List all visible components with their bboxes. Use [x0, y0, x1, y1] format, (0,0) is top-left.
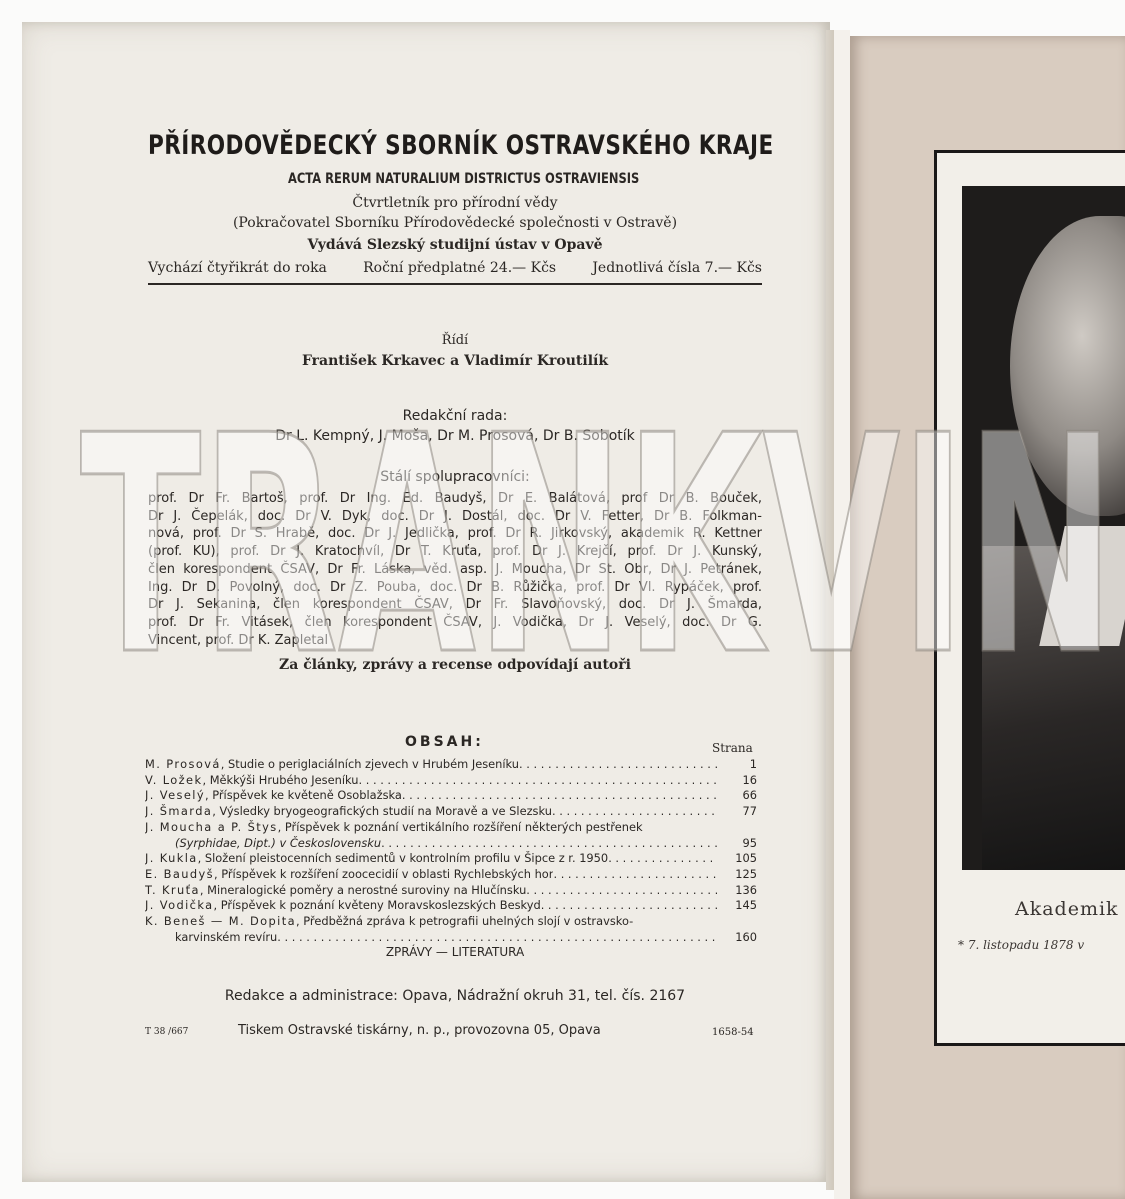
toc-row: [145, 867, 757, 883]
toc-title: , Příspěvek k rozšíření zoocecidií v oblasti Rychlebských hor: [213, 866, 554, 881]
toc-page-number: 160: [735, 929, 757, 944]
editorial-board-label: Redakční rada:: [402, 408, 508, 424]
toc-row: [145, 930, 757, 946]
toc-page-number: 1: [749, 757, 757, 771]
portrait-collar: [1039, 526, 1125, 646]
toc-row: [145, 898, 757, 914]
toc-entry: [145, 820, 643, 836]
toc-title: (Syrphidae, Dipt.) v Československu: [175, 835, 382, 850]
header-rule: [148, 283, 762, 285]
journal-latin-subtitle: ACTA RERUM NATURALIUM DISTRICTUS OSTRAVIENSIS: [288, 171, 640, 187]
toc-author: J. Vodička: [145, 898, 214, 913]
spine-gap: [834, 30, 850, 1199]
toc-page-number: 77: [742, 804, 757, 819]
contributors-line: Dr J. Čepelák, doc. Dr V. Dyk, doc. Dr J. Dostál, doc. Dr V. Fetter, Dr B. Folkman-: [148, 508, 762, 524]
contributors-list: [148, 490, 762, 649]
toc-leader-dots: [553, 867, 717, 883]
toc-author: T. Kruťa: [145, 882, 200, 897]
toc-title: , Složení pleistocenních sedimentů v kontrolním profilu v Šipce z r. 1950: [197, 851, 609, 866]
journal-title: PŘÍRODOVĚDECKÝ SBORNÍK OSTRAVSKÉHO KRAJE: [148, 130, 774, 161]
toc-leader-dots: [402, 788, 717, 804]
toc-page-number: 95: [742, 835, 757, 850]
toc-leader-dots: [358, 773, 717, 789]
contributors-line: nová, prof. Dr S. Hrabě, doc. Dr J. Jedlička, prof. Dr R. Jirkovský, akademik R. Kettner: [148, 526, 762, 542]
toc-row: [145, 836, 757, 852]
toc-leader-dots: [541, 898, 717, 914]
toc-author: E. Baudyš: [145, 866, 214, 881]
toc-row: [145, 773, 757, 789]
toc-author: J. Moucha a P. Štys: [145, 819, 278, 834]
toc-page-number: 136: [735, 882, 757, 897]
toc-leader-dots: [381, 836, 717, 852]
watermark-text: TRANKVIN: [80, 410, 1115, 680]
single-issue-price-text: Jednotlivá čísla 7.— Kčs: [592, 260, 762, 276]
toc-author: K. Beneš — M. Dopita: [145, 914, 296, 929]
toc-entry: [145, 914, 633, 930]
toc-author: J. Veselý: [145, 788, 205, 803]
portrait-caption-name: Akademik: [1015, 898, 1119, 920]
portrait-photo: [962, 186, 1125, 870]
toc-page-number: 66: [742, 788, 757, 803]
toc-leader-dots: [519, 757, 717, 773]
contributors-line: Ing. Dr D. Povolný, doc. Dr Z. Pouba, doc. Dr B. Růžička, prof. Dr Vl. Rypáček, prof.: [148, 579, 762, 595]
portrait-head: [1010, 216, 1125, 516]
portrait-caption-date: * 7. listopadu 1878 v: [958, 938, 1085, 952]
toc-entry: [145, 898, 541, 914]
contributors-line: prof. Dr Fr. Vitásek, člen korespondent ČSAV, J. Vodička, Dr J. Veselý, doc. Dr G.: [148, 614, 762, 630]
page-column-label: Strana: [712, 741, 753, 755]
toc-title: , Měkkýši Hrubého Jeseníku: [202, 772, 359, 787]
frequency-text: Vychází čtyřikrát do roka: [148, 260, 327, 276]
toc-entry: [145, 851, 608, 867]
contents-heading: OBSAH:: [405, 734, 484, 750]
journal-continuation-note: (Pokračovatel Sborníku Přírodovědecké společnosti v Ostravě): [232, 215, 678, 231]
journal-publisher: Vydává Slezský studijní ústav v Opavě: [307, 237, 603, 253]
toc-title: , Příspěvek k poznání květeny Moravskoslezských Beskyd: [213, 898, 541, 913]
annual-price-text: Roční předplatné 24.— Kčs: [363, 260, 557, 276]
toc-page-number: [717, 914, 757, 930]
contributors-line: prof. Dr Fr. Bartoš, prof. Dr Ing. Ed. Baudyš, Dr E. Balátová, prof Dr B. Bouček,: [148, 491, 762, 506]
journal-description: Čtvrtletník pro přírodní vědy: [352, 195, 558, 211]
printer-line: Tiskem Ostravské tiskárny, n. p., provozovna 05, Opava: [238, 1023, 601, 1038]
toc-entry: [145, 757, 519, 773]
toc-row: [145, 804, 757, 820]
toc-title: , Mineralogické poměry a nerostné suroviny na Hlučínsku: [199, 882, 527, 897]
toc-entry: [145, 883, 526, 899]
toc-row: [145, 820, 757, 836]
toc-entry: [145, 867, 553, 883]
toc-author: J. Šmarda: [145, 804, 213, 819]
toc-row: [145, 757, 757, 773]
toc-author: J. Kukla: [145, 851, 198, 866]
editorial-board-names: Dr L. Kempný, J. Moša, Dr M. Prosová, Dr B. Sobotík: [275, 428, 635, 444]
toc-page-number: 16: [742, 772, 757, 787]
toc-title: , Příspěvek k poznání vertikálního rozšíření některých pestřenek: [277, 819, 643, 834]
toc-title: , Výsledky bryogeografických studií na Moravě a ve Slezsku: [212, 804, 552, 819]
editors-label: Řídí: [441, 333, 469, 348]
editorial-address: Redakce a administrace: Opava, Nádražní okruh 31, tel. čís. 2167: [224, 988, 686, 1004]
contributors-line: Vincent, prof. Dr K. Zapletal: [148, 632, 329, 648]
toc-page-number: [717, 820, 757, 836]
toc-title: , Předběžná zpráva k petrografii uhelných slojí v ostravsko-: [295, 914, 634, 929]
toc-row: [145, 883, 757, 899]
price-row: [148, 260, 762, 276]
contributors-line: Dr J. Sekanina, člen korespondent ČSAV, Dr Fr. Slavoňovský, doc. Dr J. Šmarda,: [148, 597, 762, 613]
toc-entry: [145, 804, 552, 820]
toc-leader-dots: [277, 930, 717, 946]
toc-page-number: 105: [735, 851, 757, 866]
toc-leader-dots: [552, 804, 717, 820]
print-code: T 38 /667: [145, 1027, 189, 1037]
contributors-label: Stálí spolupracovníci:: [380, 469, 530, 485]
toc-leader-dots: [608, 851, 717, 867]
news-literature-line: ZPRÁVY — LITERATURA: [385, 945, 525, 959]
toc-author: M. Prosová: [145, 757, 221, 771]
toc-page-number: 125: [735, 866, 757, 881]
contributors-line: (prof. KU), prof. Dr J. Kratochvíl, Dr T. Kruťa, prof. Dr J. Krejčí, prof. Dr J. Kunský,: [148, 544, 762, 560]
toc-row: [145, 788, 757, 804]
toc-entry: [145, 773, 358, 789]
toc-page-number: 145: [735, 898, 757, 913]
toc-entry: [175, 930, 277, 946]
toc-author: V. Ložek: [145, 772, 203, 787]
toc-leader-dots: [526, 883, 717, 899]
toc-title: karvinském revíru: [175, 929, 278, 944]
toc-entry: [175, 836, 381, 852]
responsibility-note: Za články, zprávy a recense odpovídají autoři: [279, 657, 631, 673]
table-of-contents: [145, 757, 757, 945]
print-number: 1658-54: [712, 1027, 754, 1038]
toc-title: , Příspěvek ke květeně Osoblažska: [204, 788, 402, 803]
page-edge: [826, 30, 834, 1190]
toc-entry: [145, 788, 402, 804]
editors-names: František Krkavec a Vladimír Kroutilík: [301, 353, 609, 369]
toc-title: , Studie o periglaciálních zjevech v Hrubém Jeseníku: [220, 757, 520, 771]
toc-row: [145, 851, 757, 867]
toc-row: [145, 914, 757, 930]
contributors-line: člen korespondent ČSAV, Dr Fr. Láska, věd. asp. J. Moucha, Dr St. Obr, Dr J. Petránek,: [148, 561, 762, 577]
